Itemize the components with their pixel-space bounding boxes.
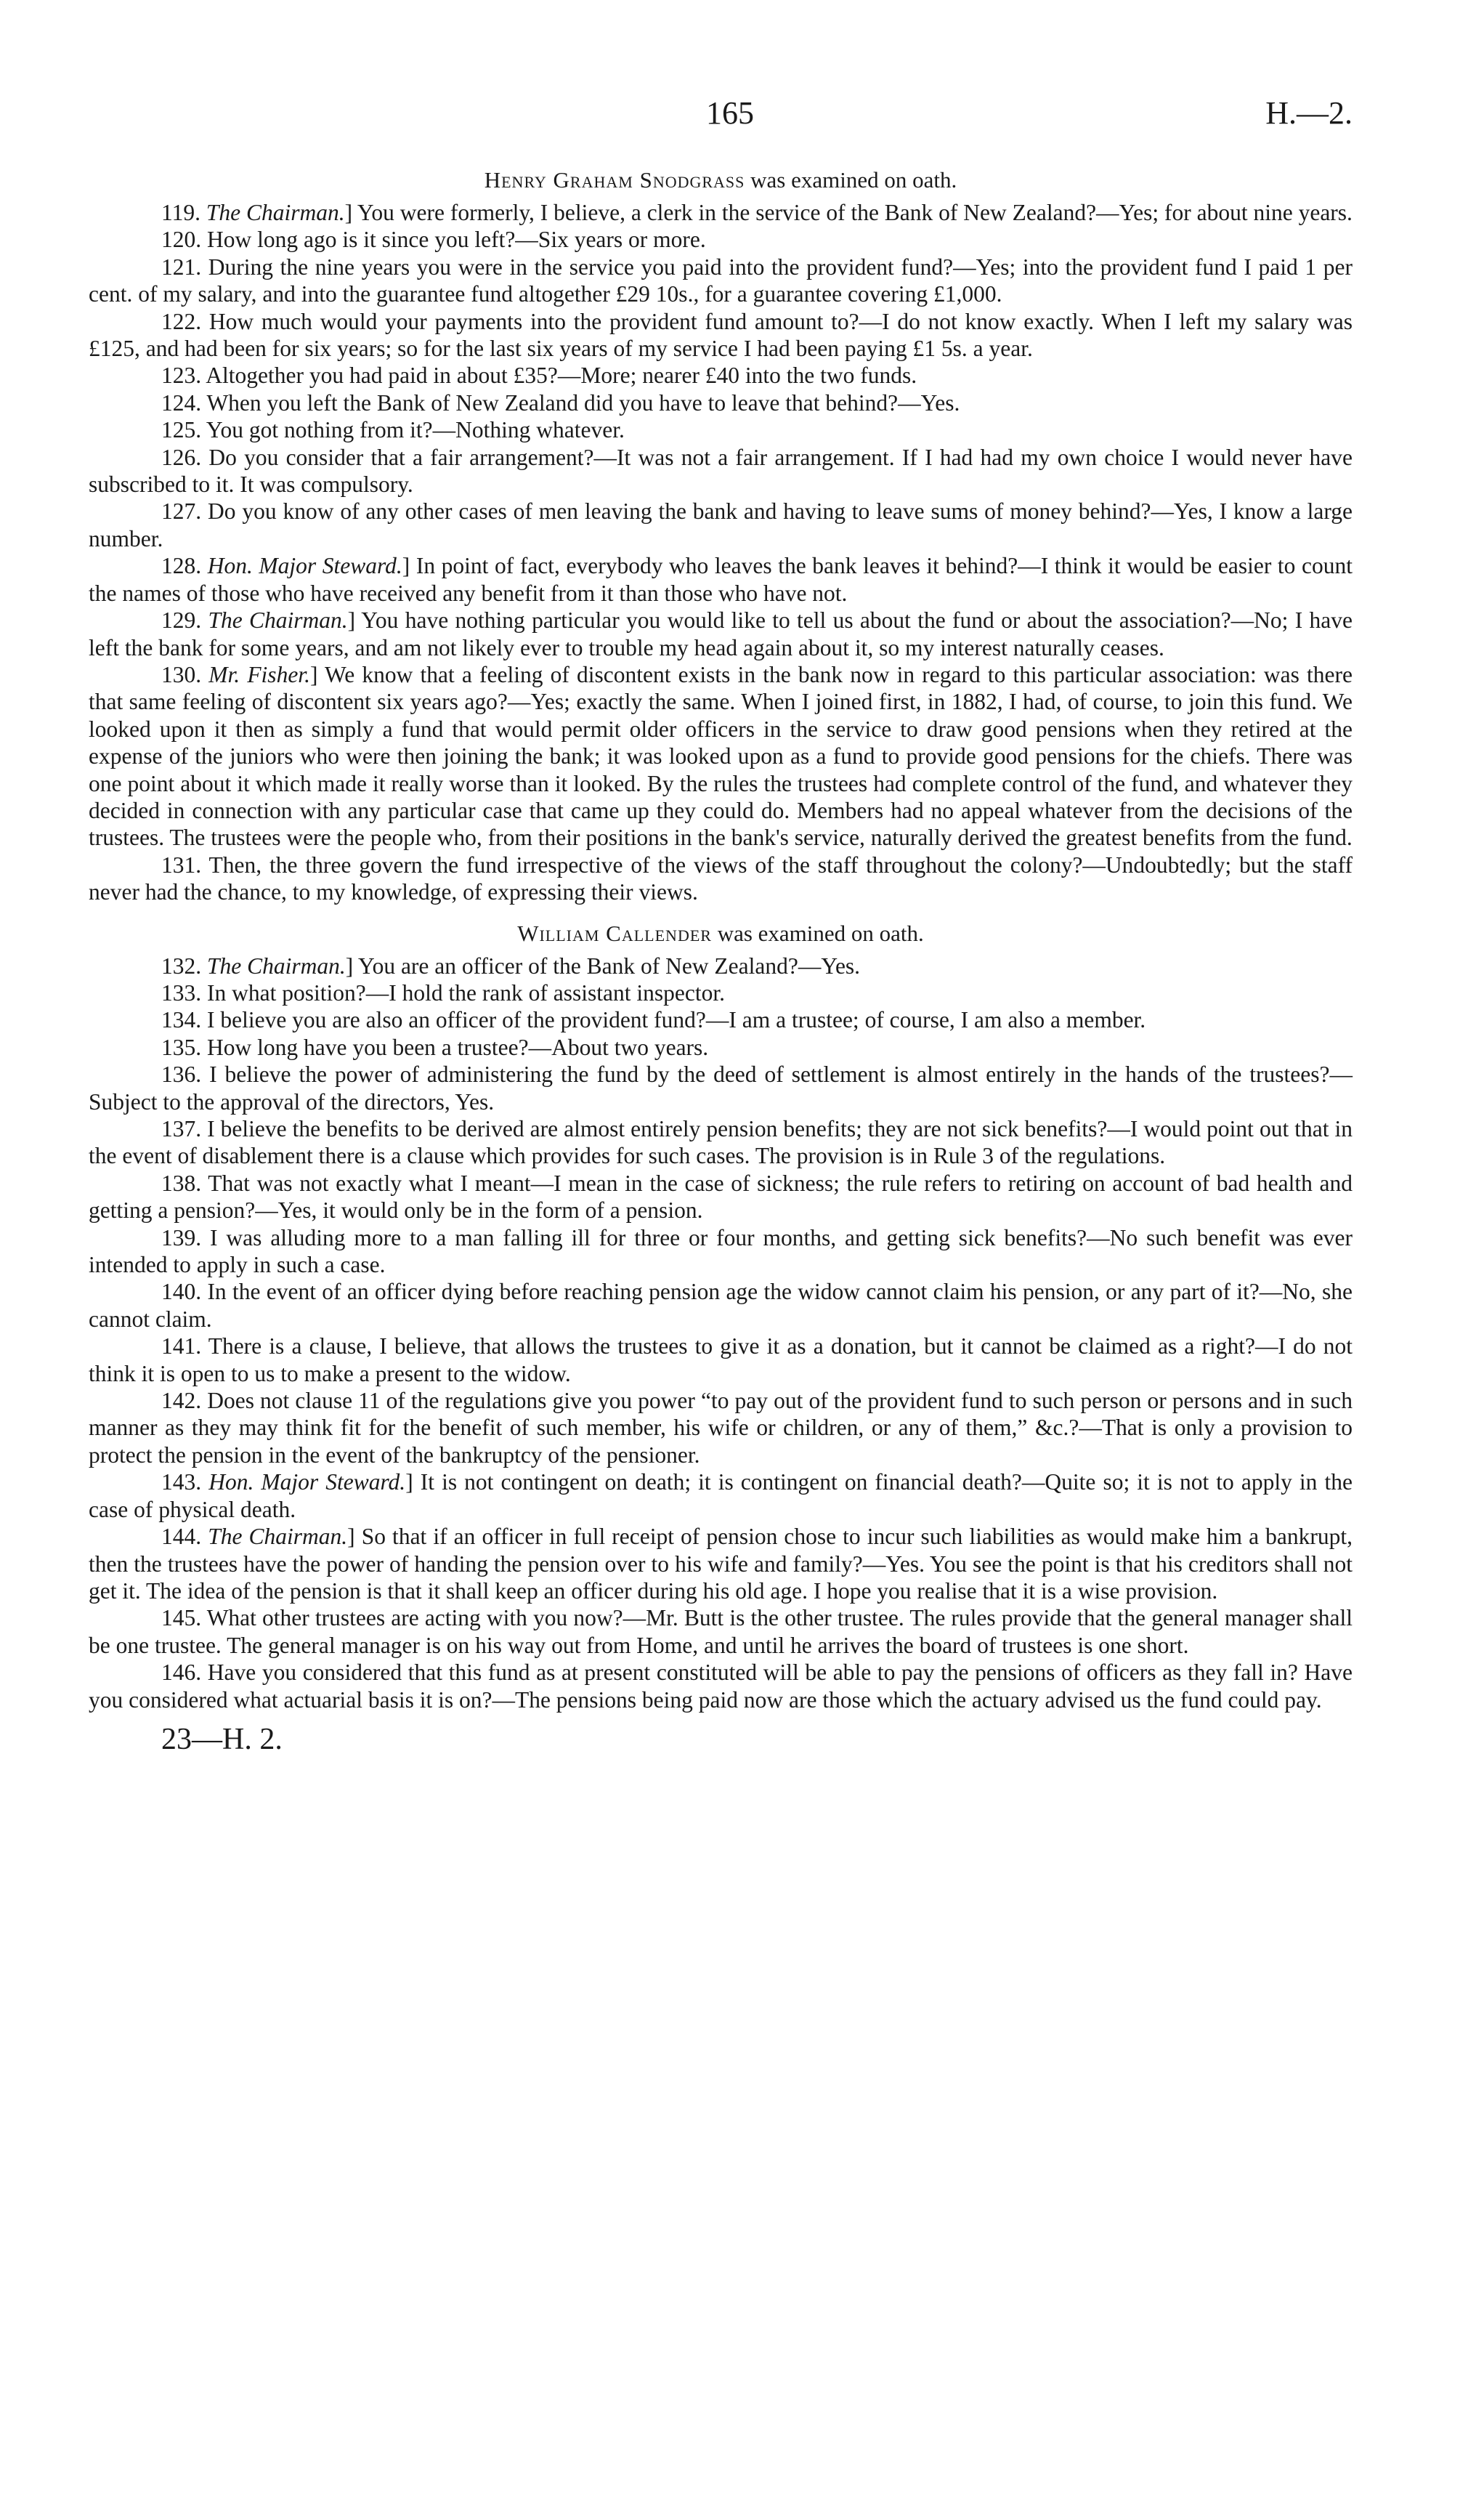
question-number: 127.	[161, 498, 202, 525]
question-paragraph	[89, 498, 1353, 552]
question-paragraph	[89, 416, 1353, 443]
page-number: 165	[706, 95, 754, 131]
speaker-name: The Chairman.	[208, 1524, 348, 1550]
question-text: How long have you been a trustee?—About two years.	[207, 1034, 709, 1060]
page-header	[89, 94, 1353, 153]
question-text: ] You were formerly, I believe, a clerk in the service of the Bank of New Zealand?—Yes; for about nine years.	[344, 200, 1353, 225]
question-paragraph	[89, 199, 1353, 226]
question-number: 135.	[161, 1034, 202, 1060]
speaker-name: Hon. Major Steward.	[207, 553, 402, 579]
question-text: When you left the Bank of New Zealand did you have to leave that behind?—Yes.	[206, 389, 960, 416]
speaker-name: The Chairman.	[208, 607, 348, 634]
witness-oath-text: was examined on oath.	[745, 167, 957, 193]
question-text: I was alluding more to a man falling ill for three or four months, and getting sick benefits?—No such benefit was ever intended to apply in such a case.	[89, 1224, 1353, 1278]
question-text: ] In point of fact, everybody who leaves the bank leaves it behind?—I think it would be easier to count the names of those who have received any benefit from it than those who have not.	[89, 553, 1353, 606]
question-paragraph	[89, 1333, 1353, 1387]
witness-heading	[89, 166, 1353, 195]
question-text: During the nine years you were in the service you paid into the provident fund?—Yes; into the provident fund I paid 1 per cent. of my salary, and into the guarantee fund altogether £29 10s., for a guarantee covering £1,000.	[89, 254, 1353, 307]
speaker-name: The Chairman.	[206, 200, 345, 225]
question-number: 120.	[161, 227, 202, 253]
question-paragraph	[89, 1170, 1353, 1224]
question-number: 126.	[161, 444, 202, 470]
question-number: 121.	[161, 254, 202, 280]
question-paragraph	[89, 362, 1353, 389]
question-paragraph	[89, 1061, 1353, 1115]
question-number: 130.	[161, 661, 202, 687]
question-text: You got nothing from it?—Nothing whatever.	[206, 417, 625, 443]
question-number: 140.	[161, 1279, 202, 1305]
question-number: 136.	[161, 1062, 202, 1088]
question-text: Then, the three govern the fund irrespective of the views of the staff throughout the colony?—Undoubtedly; but the staff never had the chance, to my knowledge, of expressing their views.	[89, 852, 1353, 905]
question-paragraph	[89, 1224, 1353, 1279]
question-paragraph	[89, 1034, 1353, 1061]
question-text: Do you consider that a fair arrangement?—It was not a fair arrangement. If I had had my own choice I would never have subscribed to it. It was compulsory.	[89, 444, 1353, 498]
printer-signature: 23—H. 2.	[161, 1722, 283, 1756]
question-text: ] It is not contingent on death; it is contingent on financial death?—Quite so; it is not to apply in the case of physical death.	[89, 1469, 1353, 1522]
question-number: 131.	[161, 852, 202, 878]
question-number: 144.	[161, 1524, 202, 1550]
question-paragraph	[89, 1278, 1353, 1333]
witness-name: Henry Graham Snodgrass	[484, 167, 745, 193]
witness-oath-text: was examined on oath.	[711, 920, 924, 946]
question-paragraph	[89, 444, 1353, 498]
question-number: 124.	[161, 389, 202, 416]
question-paragraph	[89, 1523, 1353, 1604]
question-number: 142.	[161, 1388, 202, 1414]
question-text: How much would your payments into the provident fund amount to?—I do not know exactly. When I left my salary was £125, and had been for six years; so for the last six years of my service I had been paying £1 5s. a year.	[89, 308, 1353, 362]
question-number: 137.	[161, 1116, 202, 1141]
question-text: Does not clause 11 of the regulations give you power “to pay out of the provident fund to such person or persons and in such manner as they may think fit for the benefit of such member, his wife or children, or any of them,” &c.?—That is only a provision to protect the pension in the event of the bankruptcy of the pensioner.	[89, 1388, 1353, 1468]
question-paragraph	[89, 308, 1353, 363]
question-number: 123.	[161, 363, 202, 389]
question-text: In the event of an officer dying before reaching pension age the widow cannot claim his pension, or any part of it?—No, she cannot claim.	[89, 1279, 1353, 1332]
question-text: Do you know of any other cases of men leaving the bank and having to leave sums of money behind?—Yes, I know a large number.	[89, 498, 1353, 551]
sheet-reference: H.—2.	[1265, 95, 1353, 131]
question-paragraph	[89, 953, 1353, 979]
speaker-name: Mr. Fisher.	[208, 661, 310, 687]
speaker-name: Hon. Major Steward.	[208, 1469, 406, 1495]
question-text: Have you considered that this fund as at present constituted will be able to pay the pensions of officers as they fall in? Have you considered what actuarial basis it is on?—The pensions being paid now are those which the actuary advised us the fund could pay.	[89, 1660, 1353, 1713]
question-number: 125.	[161, 417, 202, 443]
question-number: 141.	[161, 1333, 202, 1359]
question-text: How long ago is it since you left?—Six years or more.	[207, 227, 706, 253]
transcript-body	[89, 166, 1353, 1713]
question-text: ] So that if an officer in full receipt of pension chose to incur such liabilities as would make him a bankrupt, then the trustees have the power of handing the pension over to his wife and family?—Yes. You see the point is that his creditors shall not get it. The idea of the pension is that it shall keep an officer during his old age. I hope you realise that it is a wise provision.	[89, 1524, 1353, 1604]
question-paragraph	[89, 1387, 1353, 1468]
question-number: 138.	[161, 1170, 202, 1196]
question-number: 128.	[161, 553, 202, 579]
question-number: 146.	[161, 1660, 202, 1686]
question-paragraph	[89, 661, 1353, 852]
question-text: ] You have nothing particular you would like to tell us about the fund or about the association?—No; I have left the bank for some years, and am not likely ever to trouble my head again about it, so my interest naturally ceases.	[89, 607, 1353, 660]
question-text: Altogether you had paid in about £35?—More; nearer £40 into the two funds.	[206, 363, 917, 389]
question-paragraph	[89, 852, 1353, 906]
question-paragraph	[89, 607, 1353, 661]
question-paragraph	[89, 1115, 1353, 1170]
witness-name: William Callender	[517, 920, 712, 946]
question-text: I believe you are also an officer of the provident fund?—I am a trustee; of course, I am also a member.	[207, 1007, 1146, 1033]
question-number: 129.	[161, 607, 202, 634]
question-paragraph	[89, 1604, 1353, 1659]
question-number: 133.	[161, 979, 202, 1006]
question-number: 134.	[161, 1007, 202, 1033]
question-text: There is a clause, I believe, that allows the trustees to give it as a donation, but it cannot be claimed as a right?—I do not think it is open to us to make a present to the widow.	[89, 1333, 1353, 1386]
question-text: What other trustees are acting with you now?—Mr. Butt is the other trustee. The rules provide that the general manager shall be one trustee. The general manager is on his way out from Home, and until he arrives the board of trustees is one short.	[89, 1605, 1353, 1658]
question-paragraph	[89, 254, 1353, 308]
question-number: 143.	[161, 1469, 202, 1495]
question-paragraph	[89, 389, 1353, 416]
question-text: ] We know that a feeling of discontent exists in the bank now in regard to this particular association: was there that same feeling of discontent six years ago?—Yes; exactly the same. When I joined first, in 1882, I had, of course, to join this fund. We looked upon it then as simply a fund that would permit older officers in the service to draw good pensions when they retired at the expense of the juniors who were then joining the bank; it was looked upon as a fund to provide good pensions for the chiefs. There was one point about it which made it really worse than it looked. By the rules the trustees had complete control of the fund, and whatever they decided in connection with any particular case that came up they could do. Members had no appeal whatever from the decisions of the trustees. The trustees were the people who, from their positions in the bank's service, naturally derived the greatest benefits from the fund.	[89, 661, 1353, 851]
question-number: 132.	[161, 953, 202, 979]
question-text: That was not exactly what I meant—I mean in the case of sickness; the rule refers to retiring on account of bad health and getting a pension?—Yes, it would only be in the form of a pension.	[89, 1170, 1353, 1224]
question-paragraph	[89, 979, 1353, 1006]
question-text: I believe the power of administering the fund by the deed of settlement is almost entirely in the hands of the trustees?—Subject to the approval of the directors, Yes.	[89, 1062, 1353, 1115]
question-number: 119.	[161, 200, 200, 225]
witness-heading	[89, 919, 1353, 948]
question-text: I believe the benefits to be derived are almost entirely pension benefits; they are not sick benefits?—I would point out that in the event of disablement there is a clause which provides for such cases. The provision is in Rule 3 of the regulations.	[89, 1116, 1353, 1169]
document-page	[89, 94, 1353, 1757]
question-number: 122.	[161, 308, 202, 334]
question-paragraph	[89, 552, 1353, 607]
question-number: 139.	[161, 1224, 202, 1250]
question-paragraph	[89, 226, 1353, 253]
question-number: 145.	[161, 1605, 202, 1631]
question-text: In what position?—I hold the rank of assistant inspector.	[207, 979, 725, 1006]
question-text: ] You are an officer of the Bank of New Zealand?—Yes.	[345, 953, 861, 979]
speaker-name: The Chairman.	[207, 953, 346, 979]
question-paragraph	[89, 1468, 1353, 1523]
question-paragraph	[89, 1006, 1353, 1033]
question-paragraph	[89, 1659, 1353, 1713]
